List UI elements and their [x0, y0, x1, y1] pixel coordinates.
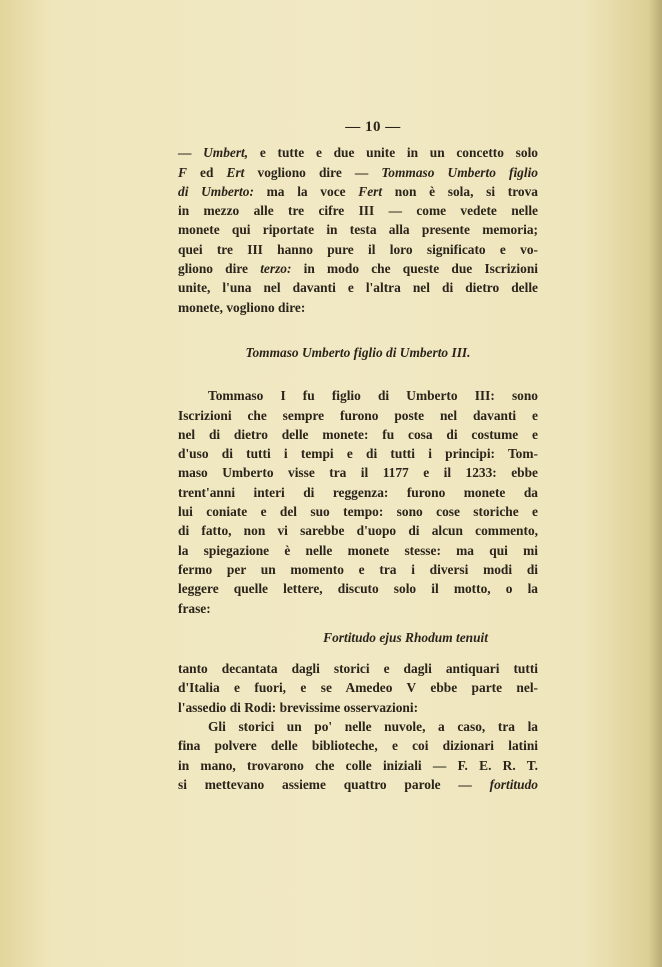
text-line: maso Umberto visse tra il 1177 e il 1233: ebbe [178, 465, 538, 481]
section-heading: Tommaso Umberto figlio di Umberto III. [245, 344, 471, 360]
text-line: fina polvere delle biblioteche, e coi dizionari latini [178, 738, 538, 754]
text-line: leggere quelle lettere, discuto solo il motto, o la [178, 581, 538, 597]
text-line: in mano, trovarono che colle iniziali — F. E. R. T. [178, 757, 538, 773]
text-line: fermo per un momento e tra i diversi modi di [178, 561, 538, 577]
paragraph-1 [178, 143, 538, 317]
text-line: l'assedio di Rodi: brevissime osservazioni: [178, 699, 419, 715]
text-line: tanto decantata dagli storici e dagli antiquari tutti [178, 661, 538, 677]
text-line: nel di dietro delle monete: fu cosa di costume e [178, 426, 538, 442]
text-line: unite, l'una nel davanti e l'altra nel di dietro delle [178, 280, 538, 296]
text-line: trent'anni interi di reggenza: furono monete da [178, 484, 538, 500]
text-line: la spiegazione è nelle monete stesse: ma qui mi [178, 542, 538, 558]
paragraph-4 [178, 717, 538, 794]
motto-heading: Fortitudo ejus Rhodum tenuit [323, 629, 488, 645]
text-line: Gli storici un po' nelle nuvole, a caso, tra la [208, 719, 538, 735]
text-line: in mezzo alle tre cifre III — come vedete nelle [178, 203, 538, 219]
text-line: monete, vogliono dire: [178, 299, 306, 315]
text-line: gliono dire terzo: in modo che queste due Iscrizioni [178, 261, 538, 277]
text-line: frase: [178, 600, 211, 616]
paragraph-2 [178, 386, 538, 618]
page-number: — 10 — [345, 119, 401, 135]
text-line: di fatto, non vi sarebbe d'uopo di alcun commento, [178, 523, 538, 539]
page-text-block [178, 118, 538, 794]
text-line: d'uso di tutti i tempi e di tutti i principi: Tom- [178, 446, 538, 462]
text-line: di Umberto: ma la voce Fert non è sola, si trova [178, 183, 539, 199]
page-edge-shadow [648, 0, 662, 967]
text-line: Iscrizioni che sempre furono poste nel davanti e [178, 407, 538, 423]
text-line: quei tre III hanno pure il loro significato e vo- [178, 241, 538, 257]
text-line: — Umbert, e tutte e due unite in un concetto solo [178, 145, 538, 161]
text-line: d'Italia e fuori, e se Amedeo V ebbe parte nel- [178, 680, 538, 696]
text-line: monete qui riportate in testa alla presente memoria; [178, 222, 538, 238]
paragraph-3 [178, 659, 538, 717]
text-line: si mettevano assieme quattro parole — fortitudo [178, 776, 538, 792]
text-line: Tommaso I fu figlio di Umberto III: sono [208, 388, 538, 404]
text-line: lui coniate e del suo tempo: sono cose storiche e [178, 504, 538, 520]
text-line: F ed Ert vogliono dire — Tommaso Umberto figlio [178, 164, 538, 180]
